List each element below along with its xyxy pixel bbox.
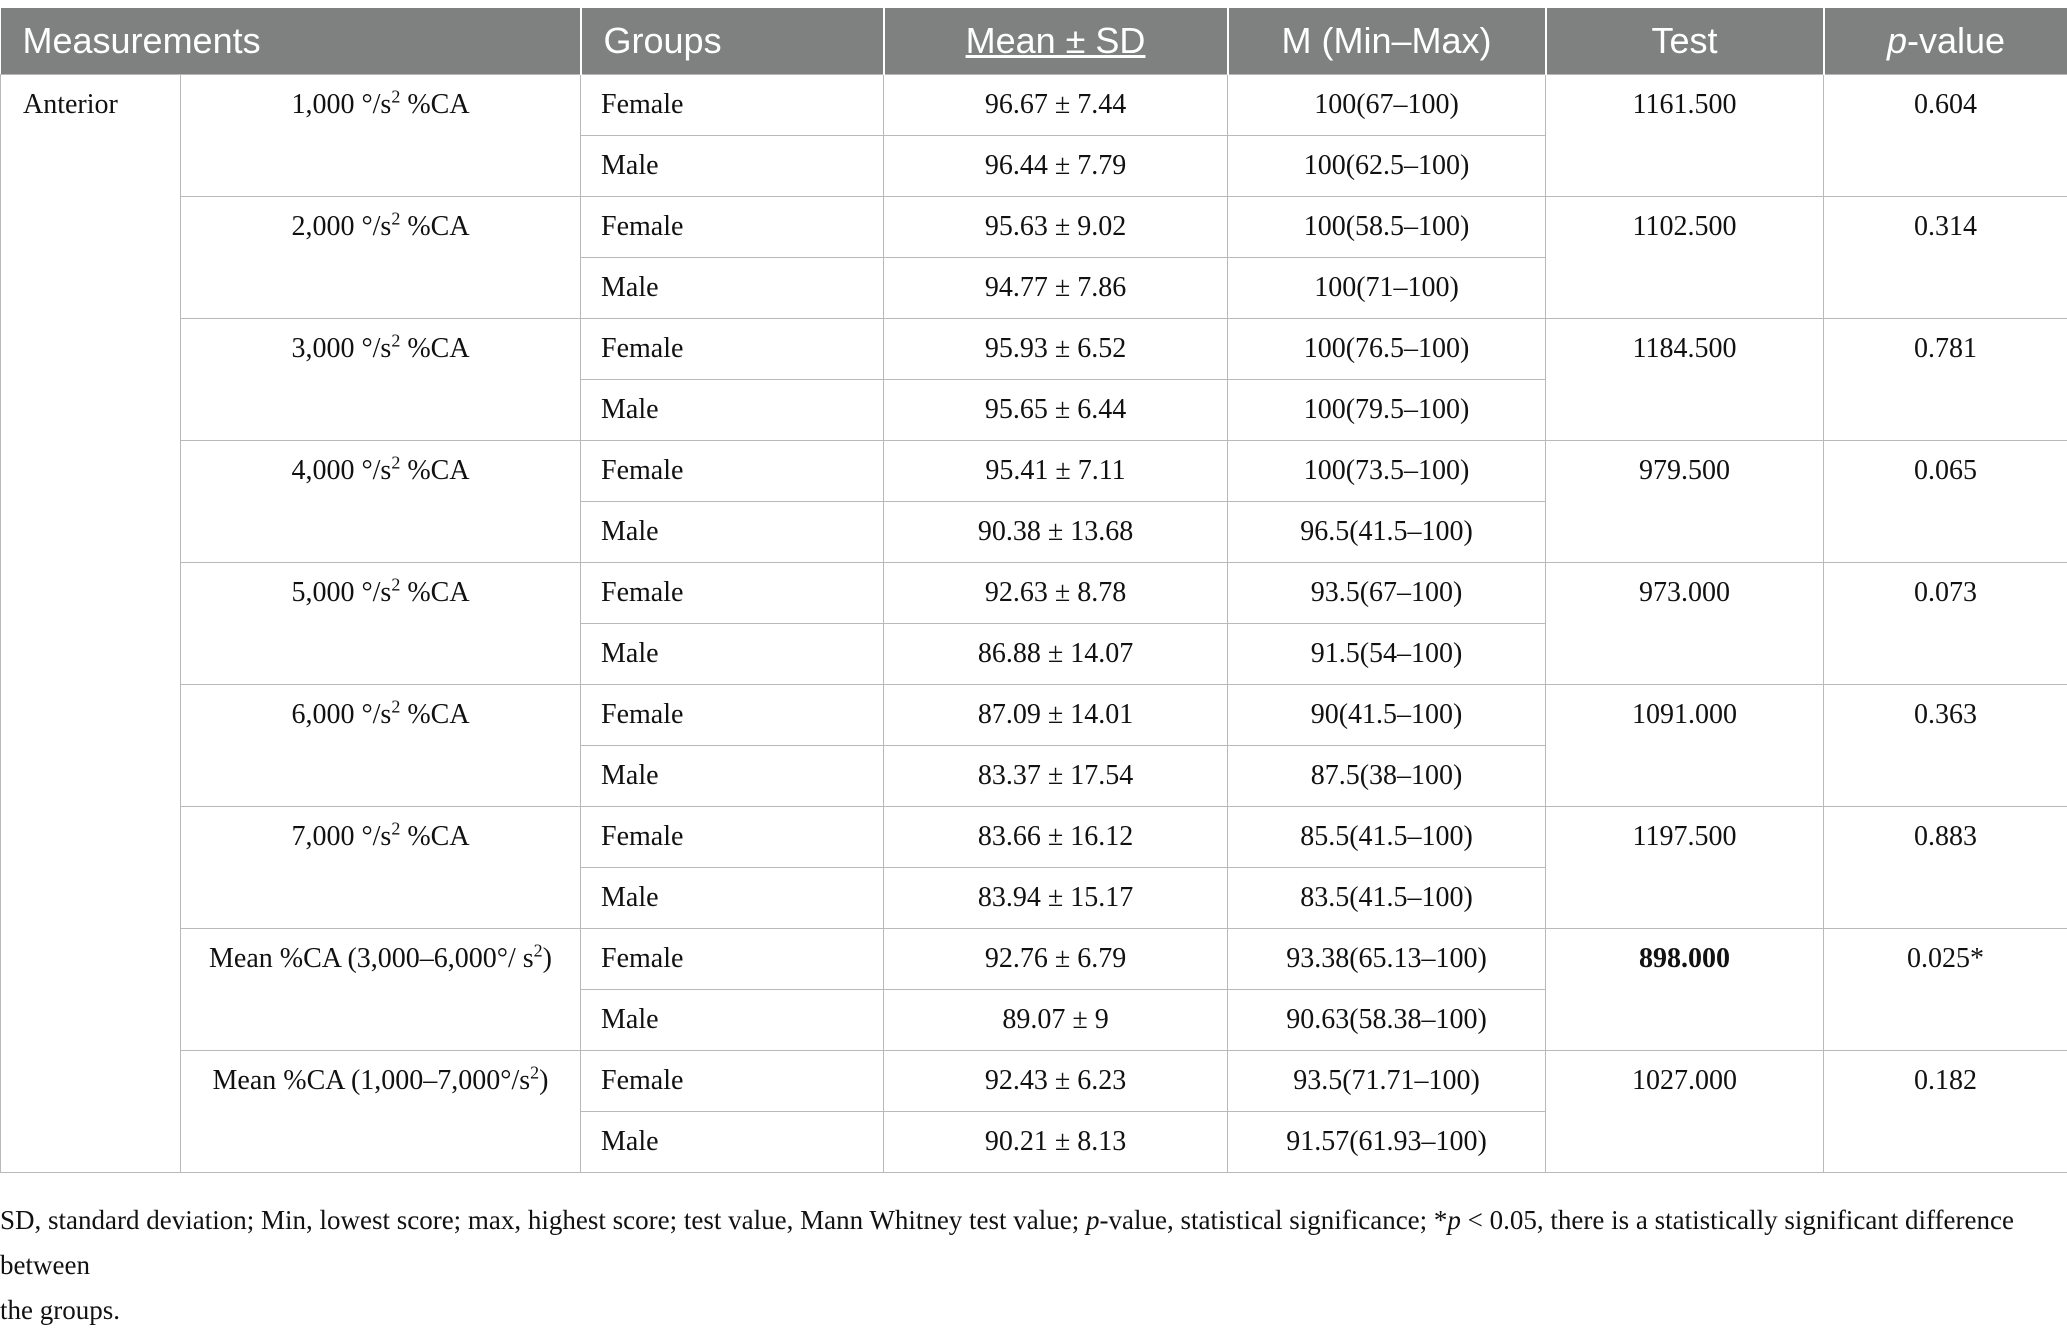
parameter-superscript: 2: [391, 331, 400, 351]
median-range-value: 83.5(41.5–100): [1228, 868, 1546, 929]
mean-sd-value: 83.66 ± 16.12: [884, 807, 1228, 868]
parameter-cell: [181, 807, 581, 929]
parameter-label: Mean %CA (1,000–7,000°/s: [213, 1065, 531, 1096]
p-value: 0.025: [1907, 943, 1970, 974]
group-male: Male: [581, 502, 884, 563]
parameter-label: 1,000 °/s: [291, 89, 391, 120]
parameter-superscript: 2: [391, 819, 400, 839]
p-value-cell: [1824, 441, 2067, 563]
footnote-part2: -value, statistical significance; *: [1100, 1205, 1448, 1235]
median-range-value: 100(67–100): [1228, 75, 1546, 136]
median-range-value: 93.38(65.13–100): [1228, 929, 1546, 990]
median-range-value: 100(71–100): [1228, 258, 1546, 319]
parameter-cell: [181, 197, 581, 319]
test-value: 1161.500: [1546, 75, 1824, 197]
mean-sd-value: 92.43 ± 6.23: [884, 1051, 1228, 1112]
median-range-value: 87.5(38–100): [1228, 746, 1546, 807]
mean-sd-value: 95.93 ± 6.52: [884, 319, 1228, 380]
group-female: Female: [581, 75, 884, 136]
p-value-cell: [1824, 1051, 2067, 1173]
median-range-value: 93.5(71.71–100): [1228, 1051, 1546, 1112]
parameter-superscript: 2: [530, 1063, 539, 1083]
parameter-suffix: %CA: [400, 699, 469, 730]
footnote: [0, 1198, 2067, 1333]
mean-sd-value: 94.77 ± 7.86: [884, 258, 1228, 319]
header-row: [1, 8, 2067, 75]
header-test: Test: [1546, 8, 1824, 75]
p-value-cell: [1824, 563, 2067, 685]
test-value: 979.500: [1546, 441, 1824, 563]
p-value-cell: [1824, 319, 2067, 441]
median-range-value: 85.5(41.5–100): [1228, 807, 1546, 868]
test-value: 1184.500: [1546, 319, 1824, 441]
group-male: Male: [581, 1112, 884, 1173]
header-p-italic: p: [1887, 20, 1907, 61]
mean-sd-value: 83.94 ± 15.17: [884, 868, 1228, 929]
parameter-superscript: 2: [391, 575, 400, 595]
results-table: [0, 8, 2067, 1173]
p-value: 0.065: [1914, 455, 1977, 486]
p-value-cell: [1824, 197, 2067, 319]
mean-sd-value: 92.63 ± 8.78: [884, 563, 1228, 624]
parameter-cell: [181, 75, 581, 197]
header-groups: Groups: [581, 8, 884, 75]
mean-sd-value: 95.65 ± 6.44: [884, 380, 1228, 441]
parameter-cell: [181, 441, 581, 563]
footnote-p2: p: [1447, 1205, 1461, 1235]
group-female: Female: [581, 197, 884, 258]
table-row: [1, 807, 2067, 868]
group-female: Female: [581, 685, 884, 746]
group-female: Female: [581, 807, 884, 868]
group-female: Female: [581, 929, 884, 990]
median-range-value: 90.63(58.38–100): [1228, 990, 1546, 1051]
test-value: 1027.000: [1546, 1051, 1824, 1173]
test-value: 973.000: [1546, 563, 1824, 685]
parameter-cell: [181, 563, 581, 685]
mean-sd-value: 86.88 ± 14.07: [884, 624, 1228, 685]
group-female: Female: [581, 563, 884, 624]
parameter-suffix: %CA: [400, 577, 469, 608]
parameter-label: 5,000 °/s: [291, 577, 391, 608]
footnote-p1: p: [1086, 1205, 1100, 1235]
parameter-label: 7,000 °/s: [291, 821, 391, 852]
parameter-label: 6,000 °/s: [291, 699, 391, 730]
header-median: M (Min–Max): [1228, 8, 1546, 75]
group-female: Female: [581, 319, 884, 380]
group-male: Male: [581, 868, 884, 929]
p-value-cell: [1824, 75, 2067, 197]
mean-sd-value: 90.21 ± 8.13: [884, 1112, 1228, 1173]
p-value: 0.182: [1914, 1065, 1977, 1096]
table-row: [1, 319, 2067, 380]
median-range-value: 91.5(54–100): [1228, 624, 1546, 685]
parameter-suffix: %CA: [400, 821, 469, 852]
table-wrapper: [0, 8, 2067, 1173]
header-measurements: Measurements: [1, 8, 581, 75]
p-value-cell: [1824, 807, 2067, 929]
parameter-suffix: ): [539, 1065, 548, 1096]
parameter-label: 2,000 °/s: [291, 211, 391, 242]
parameter-superscript: 2: [391, 697, 400, 717]
table-row: [1, 197, 2067, 258]
table-row: [1, 75, 2067, 136]
mean-sd-value: 96.44 ± 7.79: [884, 136, 1228, 197]
group-male: Male: [581, 258, 884, 319]
parameter-superscript: 2: [534, 941, 543, 961]
parameter-label: 3,000 °/s: [291, 333, 391, 364]
footnote-part1: SD, standard deviation; Min, lowest score; max, highest score; test value, Mann Whitney test value;: [0, 1205, 1086, 1235]
parameter-suffix: ): [543, 943, 552, 974]
header-p-rest: -value: [1907, 20, 2005, 61]
parameter-cell: [181, 929, 581, 1051]
parameter-suffix: %CA: [400, 211, 469, 242]
test-value: 898.000: [1546, 929, 1824, 1051]
group-male: Male: [581, 624, 884, 685]
test-value: 1091.000: [1546, 685, 1824, 807]
median-range-value: 96.5(41.5–100): [1228, 502, 1546, 563]
table-body: [1, 75, 2067, 1173]
table-row: [1, 929, 2067, 990]
parameter-label: Mean %CA (3,000–6,000°/ s: [209, 943, 534, 974]
p-value-cell: [1824, 685, 2067, 807]
parameter-cell: [181, 1051, 581, 1173]
group-male: Male: [581, 380, 884, 441]
p-value-cell: [1824, 929, 2067, 1051]
significance-mark: *: [1970, 943, 1984, 974]
parameter-suffix: %CA: [400, 333, 469, 364]
footnote-part3: < 0.05, there is a statistically significant difference between: [0, 1205, 2014, 1280]
group-male: Male: [581, 136, 884, 197]
parameter-suffix: %CA: [400, 455, 469, 486]
mean-sd-value: 96.67 ± 7.44: [884, 75, 1228, 136]
p-value: 0.363: [1914, 699, 1977, 730]
parameter-cell: [181, 685, 581, 807]
mean-sd-value: 83.37 ± 17.54: [884, 746, 1228, 807]
mean-sd-value: 90.38 ± 13.68: [884, 502, 1228, 563]
parameter-superscript: 2: [391, 209, 400, 229]
parameter-suffix: %CA: [400, 89, 469, 120]
median-range-value: 100(73.5–100): [1228, 441, 1546, 502]
table-row: [1, 685, 2067, 746]
parameter-label: 4,000 °/s: [291, 455, 391, 486]
median-range-value: 100(79.5–100): [1228, 380, 1546, 441]
test-value: 1197.500: [1546, 807, 1824, 929]
table-row: [1, 1051, 2067, 1112]
p-value: 0.604: [1914, 89, 1977, 120]
median-range-value: 100(62.5–100): [1228, 136, 1546, 197]
header-mean-sd: [884, 8, 1228, 75]
test-value: 1102.500: [1546, 197, 1824, 319]
group-female: Female: [581, 1051, 884, 1112]
header-p-value: [1824, 8, 2067, 75]
group-male: Male: [581, 990, 884, 1051]
mean-sd-value: 89.07 ± 9: [884, 990, 1228, 1051]
footnote-line2: the groups.: [0, 1295, 120, 1325]
median-range-value: 91.57(61.93–100): [1228, 1112, 1546, 1173]
p-value: 0.781: [1914, 333, 1977, 364]
median-range-value: 100(76.5–100): [1228, 319, 1546, 380]
table-row: [1, 563, 2067, 624]
group-female: Female: [581, 441, 884, 502]
p-value: 0.883: [1914, 821, 1977, 852]
group-male: Male: [581, 746, 884, 807]
header-mean-sd-label: Mean ± SD: [966, 20, 1146, 61]
parameter-superscript: 2: [391, 453, 400, 473]
median-range-value: 100(58.5–100): [1228, 197, 1546, 258]
mean-sd-value: 92.76 ± 6.79: [884, 929, 1228, 990]
median-range-value: 90(41.5–100): [1228, 685, 1546, 746]
p-value: 0.314: [1914, 211, 1977, 242]
parameter-superscript: 2: [391, 87, 400, 107]
mean-sd-value: 87.09 ± 14.01: [884, 685, 1228, 746]
mean-sd-value: 95.41 ± 7.11: [884, 441, 1228, 502]
mean-sd-value: 95.63 ± 9.02: [884, 197, 1228, 258]
p-value: 0.073: [1914, 577, 1977, 608]
parameter-cell: [181, 319, 581, 441]
median-range-value: 93.5(67–100): [1228, 563, 1546, 624]
section-label: Anterior: [1, 75, 181, 1173]
table-row: [1, 441, 2067, 502]
